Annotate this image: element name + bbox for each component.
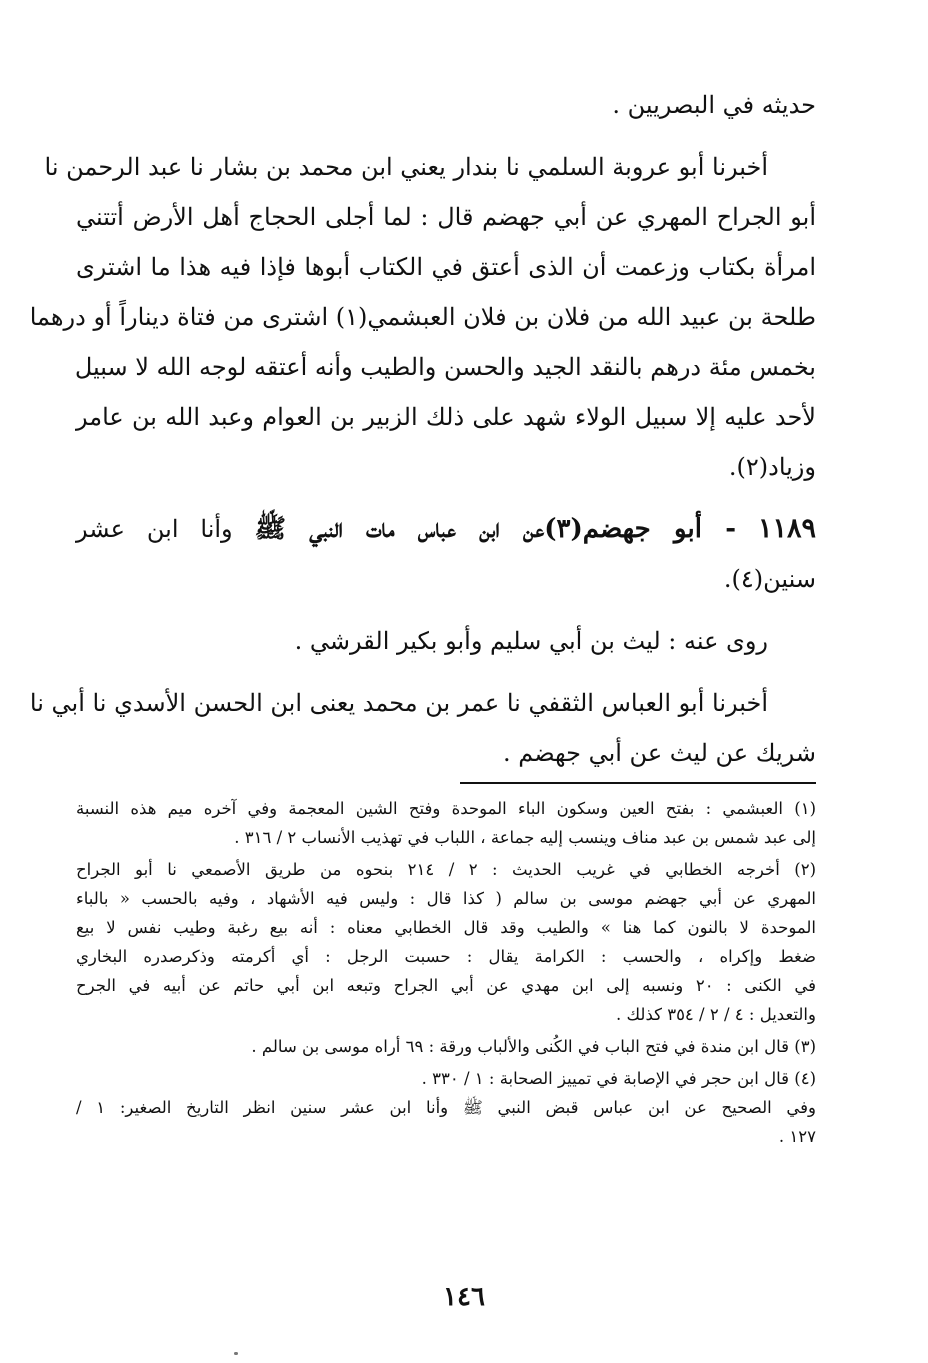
paragraph-gap <box>76 604 816 616</box>
footnote-line: إلى عبد شمس بن عبد مناف وينسب إليه جماعة ، اللباب في تهذيب الأنساب ٢ / ٣١٦ . <box>234 828 816 847</box>
footnote-line: ١٢٧ . <box>778 1127 816 1146</box>
text-line: أخبرنا أبو عروبة السلمي نا بندار يعني ابن محمد بن بشار نا عبد الرحمن نا <box>44 153 768 181</box>
entry-number: ١١٨٩ <box>757 513 816 544</box>
entry-continuation: سنين(٤). <box>723 565 816 593</box>
footnote-line: (١) العبشمي : بفتح العين وسكون الباء الموحدة وفتح الشين المعجمة وفي آخره ميم هذه النسبة <box>76 799 816 818</box>
footnote-line: (٢) أخرجه الخطابي في غريب الحديث : ٢ / ٢١٤ بنحوه من طريق الأصمعي نا أبو الجراح <box>76 860 816 879</box>
footnote-line: (٤) قال ابن حجر في الإصابة في تمييز الصحابة : ١ / ٣٣٠ . <box>421 1069 816 1088</box>
text-line: امرأة بكتاب وزعمت أن الذى أعتق في الكتاب أبوها فإذا فيه هذا ما اشترى <box>76 253 816 281</box>
text-line: روى عنه : ليث بن أبي سليم وأبو بكير القرشي . <box>294 627 768 655</box>
footnote-line: والتعديل : ٤ / ٢ / ٣٥٤ كذلك . <box>616 1005 816 1024</box>
footnote-3 <box>76 1032 816 1061</box>
footnotes <box>76 794 816 1154</box>
footnote-line: وفي الصحيح عن ابن عباس قبض النبي ﷺ وأنا ابن عشر سنين انظر التاريخ الصغير: ١ / <box>76 1098 816 1117</box>
main-text <box>29 80 816 778</box>
text-line: بخمس مئة درهم بالنقد الجيد والحسن والطيب وأنه أعتقه لوجه الله لا سبيل <box>74 353 816 381</box>
entry-heading-line <box>76 504 816 554</box>
paragraph-gap <box>76 666 816 678</box>
footnote-1 <box>76 794 816 852</box>
footnote-4 <box>76 1064 816 1151</box>
page-number: ١٤٦ <box>443 1282 485 1312</box>
paragraph-gap <box>76 492 816 504</box>
text-line: أبو الجراح المهري عن أبي جهضم قال : لما أجلى الحجاج أهل الأرض أتتني <box>76 203 816 231</box>
footnote-line: الموحدة لا بالنون كما هنا » والطيب وقد قال الخطابي معناه : أنه بيع رغبة وطيب نفس لا بيع <box>76 918 816 937</box>
footnote-2 <box>76 855 816 1029</box>
text-line: حديثه في البصريين . <box>612 91 816 119</box>
text-line: أخبرنا أبو العباس الثقفي نا عمر بن محمد يعنى ابن الحسن الأسدي نا أبي نا <box>29 689 768 717</box>
text-line: شريك عن ليث عن أبي جهضم . <box>503 739 816 767</box>
scan-speck <box>234 1352 238 1355</box>
footnote-divider <box>460 782 816 784</box>
text-line: طلحة بن عبيد الله من فلان بن فلان العبشمي(١) اشترى من فتاة ديناراً أو درهما <box>29 303 816 331</box>
text-line: لأحد عليه إلا سبيل الولاء شهد على ذلك الزبير بن العوام وعبد الله بن عامر <box>76 403 816 431</box>
text-line: وزياد(٢). <box>728 453 816 481</box>
footnote-line: المهري عن أبي جهضم موسى بن سالم ( كذا قال : وليس فيه الأشهاد ، وفيه بالحسب « بالباء <box>76 889 816 908</box>
footnote-line: ضغط وإكراه ، والحسب : الكرامة يقال : حسبت الرجل : أي أكرمته وذكرصدره البخاري <box>76 947 816 966</box>
footnote-line: (٣) قال ابن مندة في فتح الباب في الكُنى والألباب ورقة : ٦٩ أراه موسى بن سالم . <box>251 1037 816 1056</box>
paragraph-gap <box>76 130 816 142</box>
footnote-line: في الكنى : ٢٠ ونسبه إلى ابن مهدي عن أبي الجراح وتبعه ابن أبي حاتم عن أبيه في الجرح <box>76 976 816 995</box>
entry-heading-rest: وأنا ابن عشر <box>76 515 233 543</box>
entry-heading: - أبو جهضم(٣)عن ابن عباس مات النبي ﷺ <box>254 514 737 544</box>
